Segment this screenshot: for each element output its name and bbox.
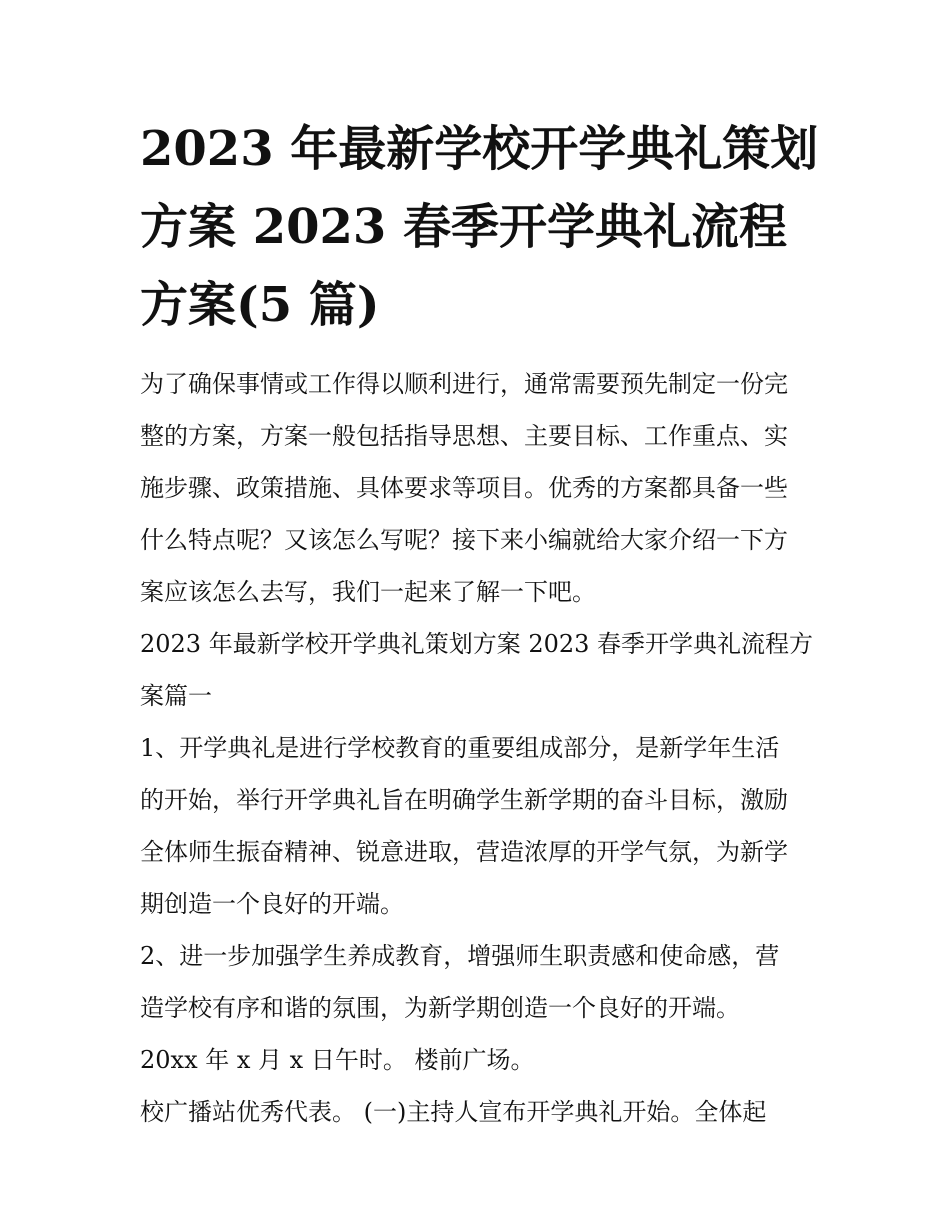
text-line: 造学校有序和谐的氛围，为新学期创造一个良好的开端。 <box>140 994 740 1022</box>
text-line: 案篇一 <box>140 682 212 710</box>
text-line: 为了确保事情或工作得以顺利进行，通常需要预先制定一份完 <box>140 370 788 398</box>
section-heading <box>140 618 816 722</box>
text-line: 20xx 年 x 月 x 日午时。 楼前广场。 <box>140 1046 535 1074</box>
intro-paragraph <box>140 358 816 618</box>
time-place-paragraph <box>140 1034 816 1086</box>
text-line: 2、进一步加强学生养成教育，增强师生职责感和使命感，营 <box>140 942 780 970</box>
text-line: 的开始，举行开学典礼旨在明确学生新学期的奋斗目标，激励 <box>140 786 788 814</box>
text-line: 整的方案，方案一般包括指导思想、主要目标、工作重点、实 <box>140 422 788 450</box>
title-line: 2023 年最新学校开学典礼策划 <box>140 121 819 177</box>
text-line: 校广播站优秀代表。 (一)主持人宣布开学典礼开始。全体起 <box>140 1098 767 1126</box>
text-line: 1、开学典礼是进行学校教育的重要组成部分，是新学年生活 <box>140 734 780 762</box>
text-line: 2023 年最新学校开学典礼策划方案 2023 春季开学典礼流程方 <box>140 630 814 658</box>
text-line: 案应该怎么去写，我们一起来了解一下吧。 <box>140 578 596 606</box>
document-title <box>140 110 819 344</box>
participants-paragraph <box>140 1086 816 1138</box>
document-body <box>140 358 816 1138</box>
document-page <box>140 110 819 1138</box>
text-line: 什么特点呢？又该怎么写呢？接下来小编就给大家介绍一下方 <box>140 526 788 554</box>
text-line: 期创造一个良好的开端。 <box>140 890 404 918</box>
title-line: 方案 2023 春季开学典礼流程 <box>140 199 788 255</box>
point-1-paragraph <box>140 722 816 930</box>
title-line: 方案(5 篇) <box>140 277 380 333</box>
text-line: 全体师生振奋精神、锐意进取，营造浓厚的开学气氛，为新学 <box>140 838 788 866</box>
text-line: 施步骤、政策措施、具体要求等项目。优秀的方案都具备一些 <box>140 474 788 502</box>
point-2-paragraph <box>140 930 816 1034</box>
